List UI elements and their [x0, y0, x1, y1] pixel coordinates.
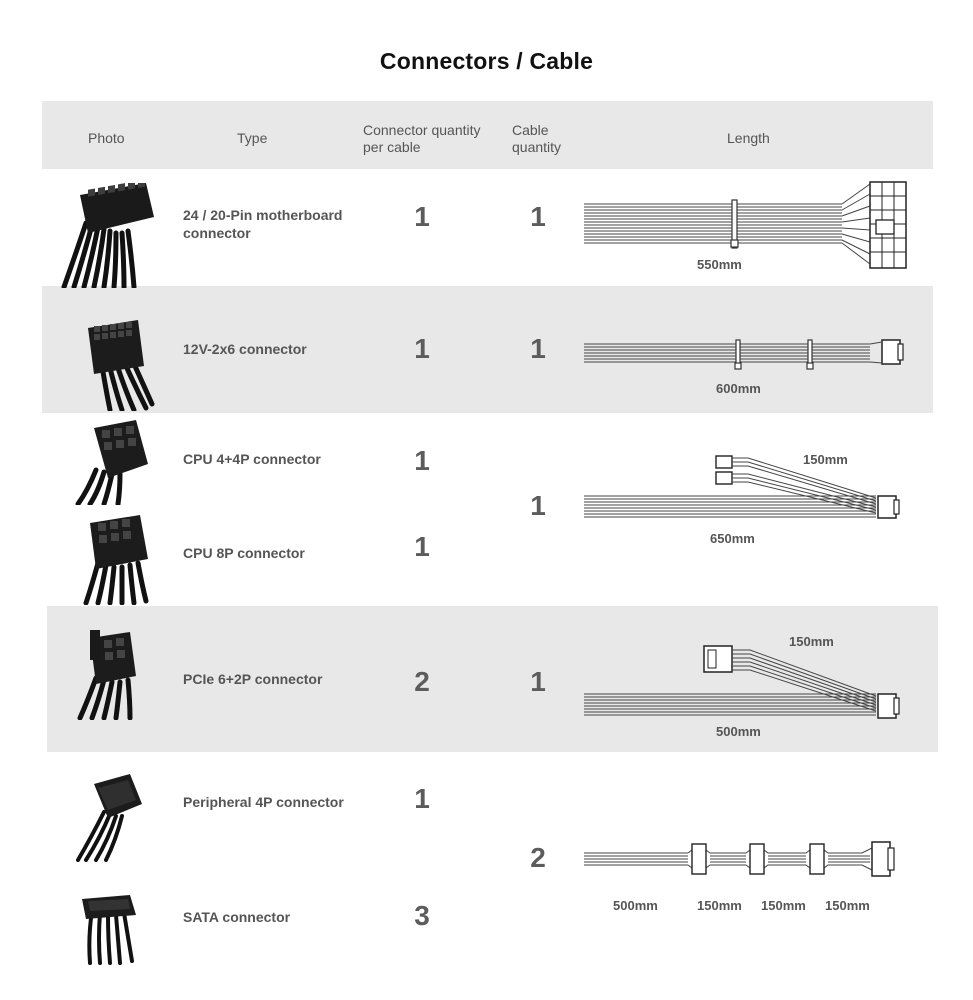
connector-quantity: 1	[414, 333, 430, 364]
cable-diagram-24pin	[580, 180, 920, 275]
cable-quantity: 1	[530, 666, 546, 697]
cable-length: 500mm	[613, 898, 658, 913]
cable-diagram-12v-2x6	[580, 330, 910, 375]
type-label: CPU 8P connector	[183, 545, 305, 561]
connector-quantity: 3	[414, 900, 430, 931]
table-header	[42, 101, 933, 169]
peripheral-4p-connector-photo	[74, 772, 149, 862]
header-type: Type	[237, 130, 268, 146]
cable-length-segment: 150mm	[697, 898, 742, 913]
connector-quantity: 2	[414, 666, 430, 697]
cable-quantity: 1	[530, 333, 546, 364]
cpu-8p-connector-photo	[82, 515, 157, 605]
type-label: 24 / 20-Pin motherboard connector	[183, 207, 343, 241]
cable-length: 500mm	[716, 724, 761, 739]
cable-diagram-cpu	[580, 448, 910, 528]
type-label: 12V-2x6 connector	[183, 341, 307, 357]
cable-length-segment: 150mm	[825, 898, 870, 913]
connector-quantity: 1	[414, 201, 430, 232]
type-label: CPU 4+4P connector	[183, 451, 321, 467]
cable-length: 550mm	[697, 257, 742, 272]
header-cable-quantity: Cable quantity	[512, 122, 562, 155]
header-connector-quantity: Connector quantity per cable	[363, 122, 481, 155]
cable-quantity: 1	[530, 490, 546, 521]
page-title: Connectors / Cable	[379, 48, 594, 74]
12v-2x6-connector-photo	[80, 316, 160, 411]
connector-quantity: 1	[414, 445, 430, 476]
cable-quantity: 1	[530, 201, 546, 232]
type-label: SATA connector	[183, 909, 291, 925]
cable-length-segment: 150mm	[761, 898, 806, 913]
header-length: Length	[727, 130, 770, 146]
cable-quantity: 2	[530, 842, 546, 873]
cable-length-branch: 150mm	[789, 634, 834, 649]
atx-24pin-connector-photo	[58, 183, 158, 288]
cable-length-branch: 150mm	[803, 452, 848, 467]
connector-quantity: 1	[414, 531, 430, 562]
connector-quantity: 1	[414, 783, 430, 814]
cable-diagram-sata	[580, 834, 910, 884]
cable-length: 600mm	[716, 381, 761, 396]
cpu-4plus4-connector-photo	[74, 420, 154, 505]
pcie-6plus2-connector-photo	[76, 630, 151, 720]
sata-connector-photo	[80, 893, 150, 965]
header-photo: Photo	[88, 130, 125, 146]
cable-diagram-pcie	[580, 638, 910, 723]
cable-length: 650mm	[710, 531, 755, 546]
type-label: PCIe 6+2P connector	[183, 671, 323, 687]
type-label: Peripheral 4P connector	[183, 794, 344, 810]
